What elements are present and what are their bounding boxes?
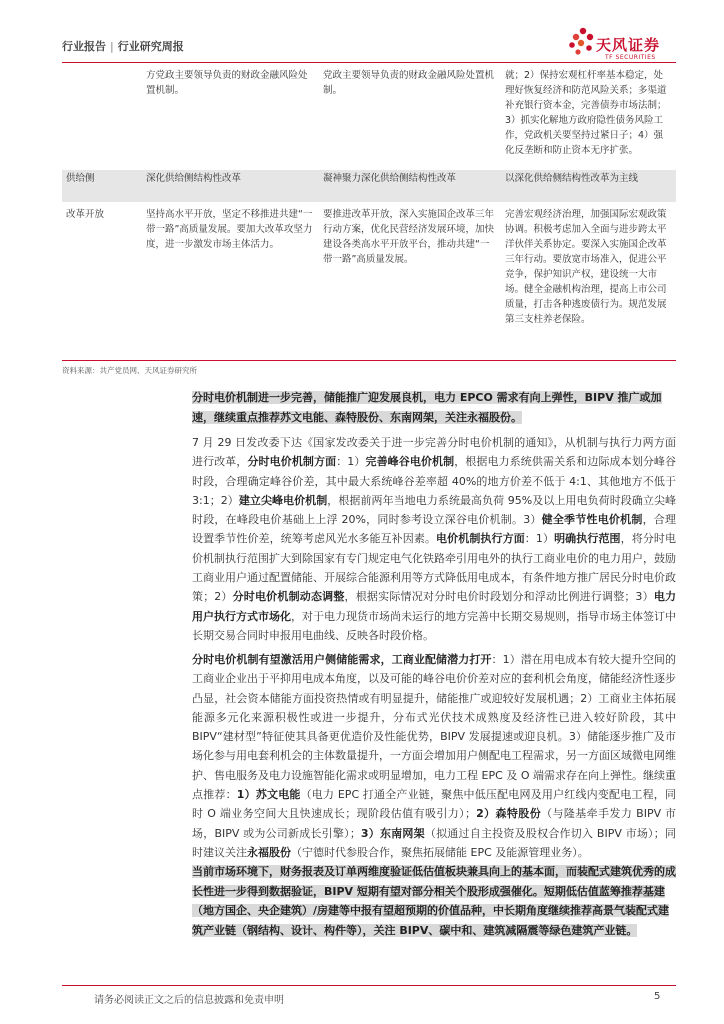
text-run: ，合理设置季节性价差，统筹考虑风光水多能互补因素。	[192, 513, 677, 546]
table-cell-category: 供给侧	[66, 173, 95, 184]
text-run: （电力 EPC 打通全产业链，聚焦中低压配电网及用户红线内变配电工程，同时 O 端业务空间大且快速成长；现阶段估值有吸引力）；	[192, 788, 677, 821]
header-divider	[62, 62, 676, 63]
text-run: 7 月 29 日发改委下达《国家发改委关于进一步完善分时电价机制的通知》，从机制与执行力两方面进行改革，	[192, 436, 676, 469]
text-run: （拟通过自主投资及股权合作切入 BIPV 市场）；同时建议关注	[192, 826, 676, 859]
paragraph-tou-pricing	[192, 433, 676, 645]
company-logo	[568, 24, 678, 72]
logo-icon	[568, 26, 598, 58]
section-conclusion	[192, 862, 676, 940]
table-row	[62, 202, 676, 356]
text-run-bold: 电力用户执行方式市场化	[192, 590, 677, 623]
text-run: ：1）	[524, 532, 555, 546]
text-run: ，将分时电价机制执行范围扩大到除国家有专门规定电气化铁路牵引用电外的执行工商业电价的电力用户，鼓励工商业用户通过配置储能、开展综合能源利用等方式降低用电成本，有条件地方推广居民分时电价政策；2）	[192, 532, 677, 604]
table-source-note: 资料来源：共产党员网、天风证券研究所	[62, 366, 197, 375]
text-run-bold: 1）苏文电能	[236, 788, 301, 802]
text-run-bold: 2）森特股份	[476, 807, 542, 821]
text-run: （宁德时代参股合作，聚焦拓展储能 EPC 及能源管理业务）。	[291, 845, 589, 859]
text-run-bold: 电价机制执行方面	[436, 532, 525, 546]
table-cell: 凝神聚力深化供给侧结构性改革	[323, 173, 457, 184]
header-separator: |	[110, 40, 114, 53]
disclaimer-note: 请务必阅读正文之后的信息披露和免责申明	[94, 995, 284, 1006]
text-run: （与隆基牵手发力 BIPV 市场，BIPV 或为公司新成长引擎）；	[192, 807, 676, 840]
section-lead	[192, 388, 676, 428]
footer-divider	[62, 985, 676, 986]
text-run-bold: 分时电价机制方面	[247, 455, 337, 469]
text-run-bold: 永福股份	[247, 845, 291, 859]
report-subtype: 行业研究周报	[117, 40, 184, 53]
table-cell: 党政主要领导负责的财政金融风险处置机制。	[323, 70, 495, 96]
table-cell-category: 改革开放	[66, 209, 105, 220]
table-cell: 深化供给侧结构性改革	[146, 173, 242, 184]
table-row	[62, 66, 676, 170]
table-cell: 坚持高水平开放，坚定不移推进共建“一带一路”高质量发展。要加大改革攻坚力度，进一步激发市场主体活力。	[146, 209, 313, 250]
paragraph-storage-demand	[192, 650, 676, 862]
report-header	[62, 38, 184, 54]
text-run-bold: 健全季节性电价机制	[541, 513, 643, 527]
text-run: ，根据电力系统供需关系和边际成本划分峰谷时段，合理确定峰谷价差，其中最大系统峰谷差率超 40%的地方价差不低于 4:1、其他地方不低于 3:1；2）	[192, 455, 677, 507]
table-cell: 完善宏观经济治理，加强国际宏观政策协调。积极考虑加入全面与进步跨太平洋伙伴关系协定。要深入实施国企改革三年行动。要放宽市场准入，促进公平竞争，保护知识产权，建设统一大市场。健全金融机构治理，提高上市公司质量，打击各种逃废债行为。规范发展第三支柱养老保险。	[505, 209, 667, 325]
text-run-bold: 分时电价机制有望激活用户侧储能需求，工商业配储潜力打开	[192, 653, 492, 666]
logo-text-cn: 天风证券	[596, 36, 661, 54]
text-run: ，对于电力现货市场尚未运行的地方完善中长期交易规则，指导市场主体签订中长期交易合同时申报用电曲线、反映各时段价格。	[192, 609, 676, 642]
text-run-bold: 分时电价机制动态调整	[232, 590, 345, 604]
table-row	[62, 170, 676, 202]
table-divider	[62, 360, 676, 361]
text-run-bold: 建立尖峰电价机制	[238, 493, 328, 507]
text-run: ：1）	[336, 455, 366, 469]
policy-comparison-table	[62, 66, 676, 356]
text-run-bold: 3）东南网架	[360, 826, 425, 840]
text-run: ：1）潜在用电成本有较大提升空间的工商业企业出于平抑用电成本角度，以及可能的峰谷电价价差对应的套利机会角度，储能经济性逐步凸显，社会资本储能方面投资热情或有明显提升，储能推广或迎较好发展机遇；2）工商业主体拓展能源多元化来源积极性或进一步提升，分布式光伏技术成熟度及经济性已进入较好阶段，其中 BIPV“建材型”特征使其具备更优造价及性能优势，BIPV 发展提速或迎良机。3）储能逐步推广及市场化参与用电套利机会的主体数量提升，一方面会增加用户侧配电工程需求，另一方面区域微电网维护、售电服务及电力设施智能化需求或明显增加，电力工程 EPC 及 O 端需求存在向上弹性。继续重点推荐：	[192, 653, 677, 802]
conclusion-text: 当前市场环境下，财务报表及订单两维度验证低估值板块兼具向上的基本面，而装配式建筑优秀的成长性进一步得到数据验证，BIPV 短期有望对部分相关个股形成强催化。短期低估值蓝筹推荐基建（地方国企、央企建筑）/房建等中报有望超预期的价值品种，中长期角度继续推荐高景气装配式建筑产业链（钢结构、设计、构件等），关注 BIPV、碳中和、建筑减隔震等绿色建筑产业链。	[192, 865, 676, 937]
table-cell: 方党政主要领导负责的财政金融风险处置机制。	[146, 70, 308, 96]
text-run: ，根据实际情况对分时电价时段划分和浮动比例进行调整；3）	[344, 590, 654, 604]
table-cell: 以深化供给侧结构性改革为主线	[505, 173, 639, 184]
text-run-bold: 明确执行范围	[554, 532, 621, 546]
text-run-bold: 完善峰谷电价机制	[365, 455, 455, 469]
lead-text: 分时电价机制进一步完善，储能推广迎发展良机，电力 EPCO 需求有向上弹性，BIPV 推广或加速，继续重点推荐苏文电能、森特股份、东南网架，关注永福股份。	[192, 391, 662, 424]
table-cell: 要推进改革开放，深入实施国企改革三年行动方案，优化民营经济发展环境，加快建设各类高水平开放平台，推动共建“一带一路”高质量发展。	[323, 209, 495, 265]
text-run: ，根据前两年当地电力系统最高负荷 95%及以上用电负荷时段确立尖峰时段，在峰段电价基础上上浮 20%，同时参考设立深谷电价机制。3）	[192, 493, 676, 527]
table-cell: 就；2）保持宏观杠杆率基本稳定，处理好恢复经济和防范风险关系；多渠道补充银行资本金，完善债券市场法制；3）抓实化解地方政府隐性债务风险工作，党政机关要坚持过紧日子；4）强化反垄断和防止资本无序扩张。	[505, 70, 667, 156]
table-cell-category	[62, 66, 142, 170]
report-type: 行业报告	[62, 40, 106, 53]
page-number: 5	[654, 991, 661, 1002]
logo-text-en: TF SECURITIES	[605, 54, 656, 61]
